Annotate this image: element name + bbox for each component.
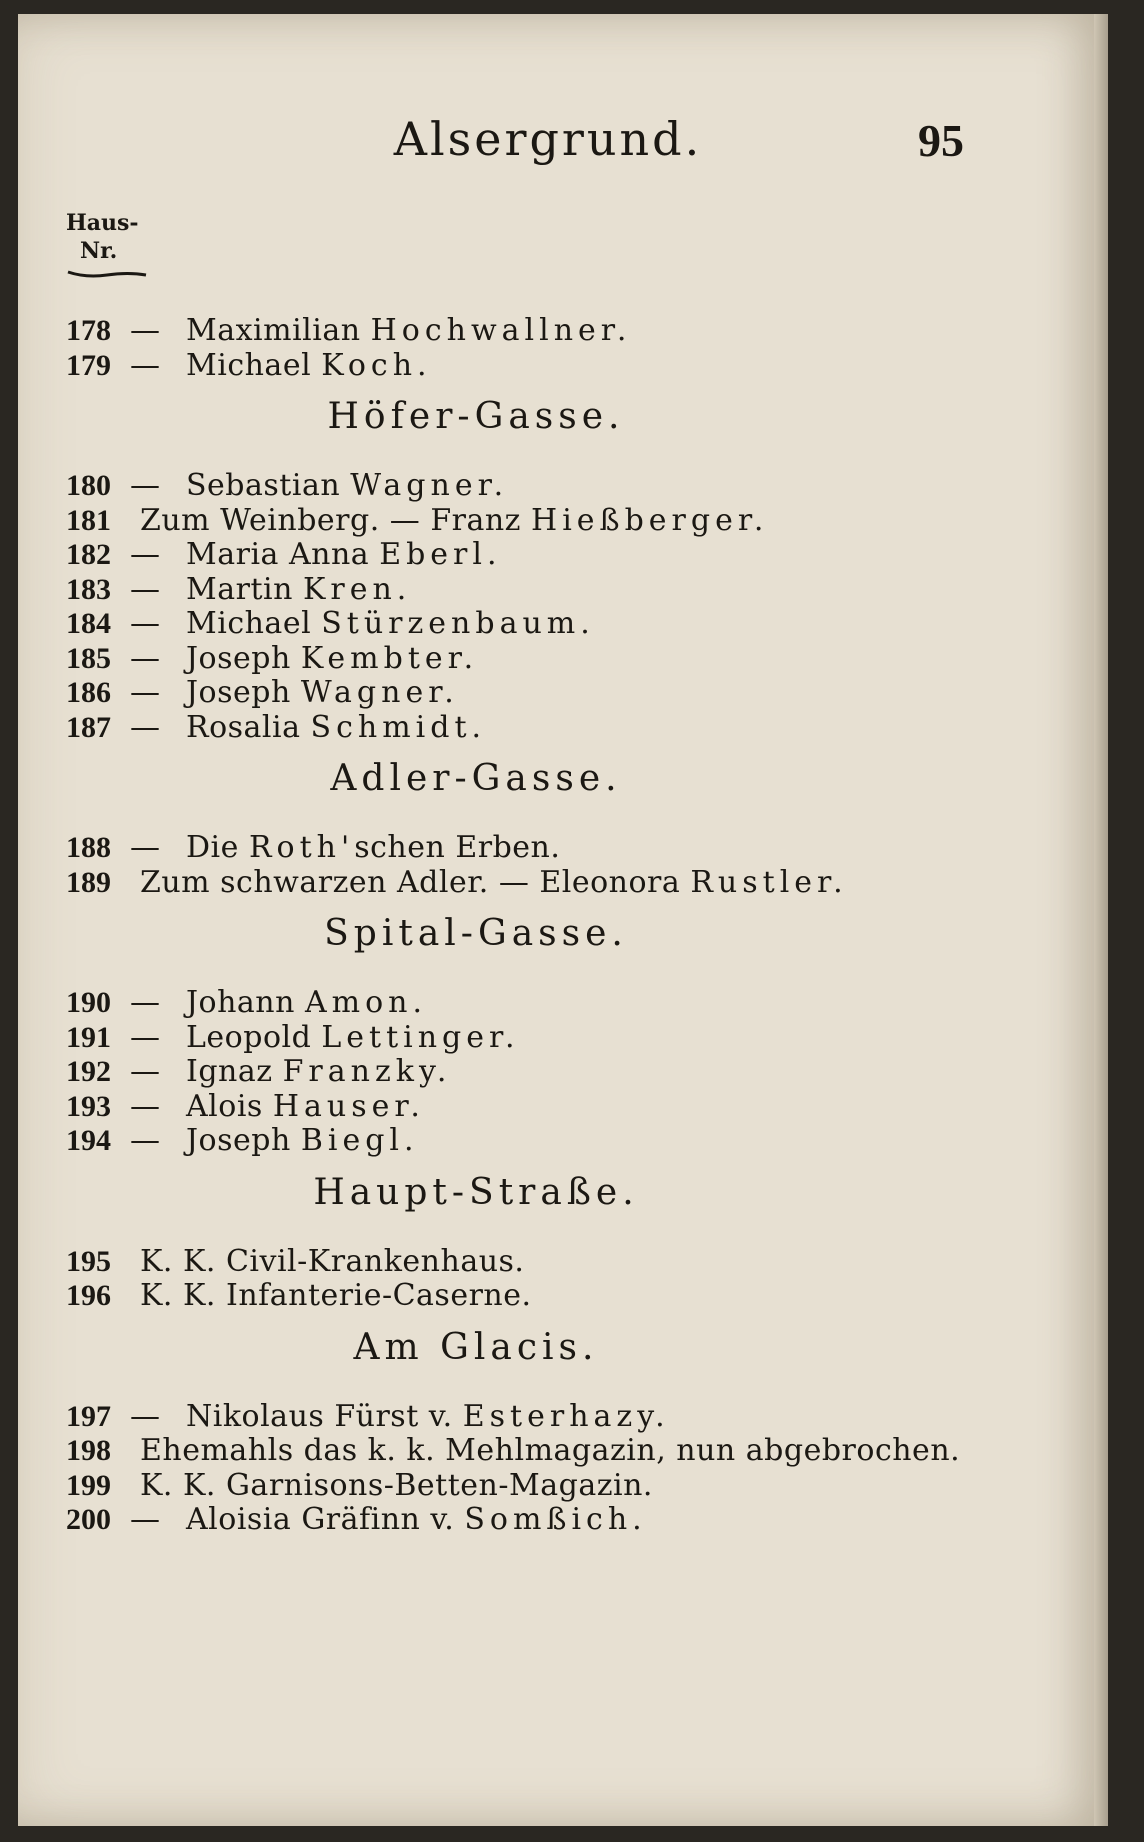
street-section <box>66 755 966 900</box>
house-entry <box>66 1124 966 1159</box>
occupant-name <box>186 642 478 677</box>
house-number: 184 <box>66 607 111 640</box>
house-number: 190 <box>66 986 111 1019</box>
occupant-surname: Wagner. <box>350 468 509 503</box>
book-page <box>18 14 1108 1826</box>
entry-dash: — <box>130 709 160 745</box>
house-entry <box>66 1021 966 1056</box>
occupant-surname: Hauser. <box>272 1088 425 1124</box>
entry-dash: — <box>130 537 160 572</box>
house-entry <box>66 1055 966 1090</box>
occupant-text: Michael <box>186 347 322 383</box>
column-heading-line2: Nr. <box>80 238 118 264</box>
house-entry <box>66 349 966 384</box>
entry-dash: — <box>130 1123 160 1158</box>
occupant-surname: Esterhazy. <box>462 1398 670 1434</box>
occupant-surname: Schmidt. <box>310 709 487 745</box>
occupant-text: K. K. Garnisons-Betten-Magazin. <box>140 1467 653 1503</box>
occupant-text: K. K. Infanterie-Caserne. <box>140 1278 532 1313</box>
house-number: 196 <box>66 1279 111 1312</box>
entry-dash: — <box>130 1088 160 1124</box>
house-number: 180 <box>66 469 111 502</box>
occupant-name <box>140 1245 524 1280</box>
street-section <box>66 1324 966 1538</box>
entry-dash: — <box>130 675 160 710</box>
house-number: 198 <box>66 1434 111 1467</box>
entry-dash: — <box>130 1502 160 1537</box>
house-entry <box>66 538 966 573</box>
house-entry <box>66 1090 966 1125</box>
house-number: 194 <box>66 1124 111 1157</box>
occupant-surname: Koch. <box>321 347 432 383</box>
occupant-text: Joseph <box>186 640 301 676</box>
house-number: 191 <box>66 1020 111 1054</box>
occupant-name <box>186 573 411 608</box>
occupant-surname: Stürzenbaum. <box>321 606 595 641</box>
entry-dash: — <box>130 830 160 865</box>
entry-dash: — <box>130 347 160 383</box>
occupant-text: Maria Anna <box>186 537 380 572</box>
house-entry <box>66 469 966 504</box>
occupant-name <box>186 1124 419 1159</box>
house-entry <box>66 711 966 746</box>
occupant-surname: Somßich. <box>464 1502 647 1537</box>
column-heading-line1: Haus- <box>66 210 139 236</box>
street-heading: Höfer-Gasse. <box>327 396 625 437</box>
occupant-surname: Roth' <box>248 830 355 865</box>
occupant-name <box>186 469 508 504</box>
occupant-surname: Hießberger. <box>531 502 769 538</box>
entry-dash: — <box>130 313 160 348</box>
occupant-text: Die <box>186 830 249 865</box>
house-number: 187 <box>66 710 111 744</box>
house-entry <box>66 1469 966 1504</box>
occupant-text: Leopold <box>186 1019 322 1055</box>
occupant-name <box>140 1279 532 1314</box>
house-entry <box>66 573 966 608</box>
occupant-text: Nikolaus Fürst v. <box>186 1398 463 1434</box>
street-section <box>66 393 966 745</box>
occupant-name <box>186 831 560 866</box>
ornament-swash-icon <box>66 269 148 279</box>
house-number: 197 <box>66 1399 111 1433</box>
occupant-text: Maximilian <box>186 313 371 348</box>
occupant-text: K. K. Civil-Krankenhaus. <box>140 1243 525 1279</box>
house-entry <box>66 1434 966 1469</box>
house-entry <box>66 504 966 539</box>
occupant-text: Rosalia <box>186 709 311 745</box>
house-number: 185 <box>66 641 111 675</box>
occupant-text: Ehemahls das k. k. Mehlmagazin, nun abgebrochen. <box>140 1433 961 1468</box>
street-heading: Adler-Gasse. <box>330 758 622 799</box>
house-entry <box>66 1279 966 1314</box>
house-number: 181 <box>66 503 111 537</box>
occupant-surname: Kembter. <box>300 640 479 676</box>
occupant-name <box>186 1090 425 1125</box>
occupant-text: Johann <box>186 985 305 1020</box>
occupant-name <box>140 1434 960 1469</box>
occupant-text: Ignaz <box>186 1054 283 1089</box>
house-number: 182 <box>66 538 111 571</box>
occupant-surname: Hochwallner. <box>370 313 632 348</box>
house-number: 183 <box>66 572 111 606</box>
occupant-name <box>186 986 427 1021</box>
entry-dash: — <box>130 1054 160 1089</box>
occupant-text: Zum Weinberg. — Franz <box>140 502 532 538</box>
street-heading: Spital-Gasse. <box>324 913 628 954</box>
running-title: Alsergrund. <box>393 112 703 166</box>
occupant-name <box>186 676 459 711</box>
street-heading: Haupt-Straße. <box>313 1171 639 1213</box>
occupant-surname: Amon. <box>304 985 428 1020</box>
occupant-surname: Biegl. <box>300 1123 419 1158</box>
house-entry <box>66 1503 966 1538</box>
occupant-text: Zum schwarzen Adler. — Eleonora <box>140 864 691 900</box>
house-entry <box>66 831 966 866</box>
house-number: 186 <box>66 676 111 709</box>
entry-dash: — <box>130 468 160 503</box>
street-section <box>66 1169 966 1314</box>
house-number: 188 <box>66 831 111 864</box>
house-entry <box>66 1245 966 1280</box>
occupant-text: Michael <box>186 606 322 641</box>
entry-dash: — <box>130 1398 160 1434</box>
entry-dash: — <box>130 571 160 607</box>
house-entry <box>66 607 966 642</box>
occupant-name <box>140 504 768 539</box>
entry-dash: — <box>130 985 160 1020</box>
occupant-surname: Lettinger. <box>321 1019 520 1055</box>
occupant-name <box>140 1469 653 1504</box>
entry-dash: — <box>130 606 160 641</box>
occupant-name <box>186 711 486 746</box>
occupant-text: Sebastian <box>186 468 351 503</box>
page-edge <box>1094 14 1108 1826</box>
house-number: 199 <box>66 1468 111 1502</box>
entry-dash: — <box>130 640 160 676</box>
occupant-surname: Franzky. <box>282 1054 452 1089</box>
occupant-name <box>186 349 432 384</box>
house-entry <box>66 1400 966 1435</box>
occupant-text: Alois <box>186 1088 273 1124</box>
house-entry <box>66 986 966 1021</box>
page-number: 95 <box>918 115 964 166</box>
occupant-name <box>186 1503 647 1538</box>
street-section <box>66 910 966 1159</box>
occupant-surname: Wagner. <box>300 675 459 710</box>
occupant-surname: Rustler. <box>690 864 848 900</box>
occupant-name <box>186 314 631 349</box>
occupant-name <box>140 866 848 901</box>
house-number: 189 <box>66 865 111 899</box>
occupant-name <box>186 1055 451 1090</box>
house-number: 195 <box>66 1244 111 1278</box>
occupant-text: Aloisia Gräfinn v. <box>186 1502 465 1537</box>
occupant-text: Joseph <box>186 675 301 710</box>
house-number: 193 <box>66 1089 111 1123</box>
occupant-text: Joseph <box>186 1123 301 1158</box>
column-heading <box>66 209 186 279</box>
street-section <box>66 314 966 383</box>
house-number: 178 <box>66 314 111 347</box>
page-header <box>18 112 1108 172</box>
entry-dash: — <box>130 1019 160 1055</box>
occupant-name <box>186 1021 520 1056</box>
occupant-name <box>186 607 595 642</box>
occupant-name <box>186 1400 670 1435</box>
directory-listing <box>66 314 966 1538</box>
house-entry <box>66 866 966 901</box>
occupant-surname: Kren. <box>302 571 412 607</box>
house-entry <box>66 676 966 711</box>
house-number: 179 <box>66 348 111 382</box>
occupant-name <box>186 538 502 573</box>
street-heading: Am Glacis. <box>353 1326 599 1368</box>
occupant-text: Martin <box>186 571 303 607</box>
occupant-surname: Eberl. <box>379 537 502 572</box>
house-number: 192 <box>66 1055 111 1088</box>
house-entry <box>66 642 966 677</box>
house-number: 200 <box>66 1503 111 1536</box>
occupant-text-tail: schen Erben. <box>354 830 561 865</box>
house-entry <box>66 314 966 349</box>
